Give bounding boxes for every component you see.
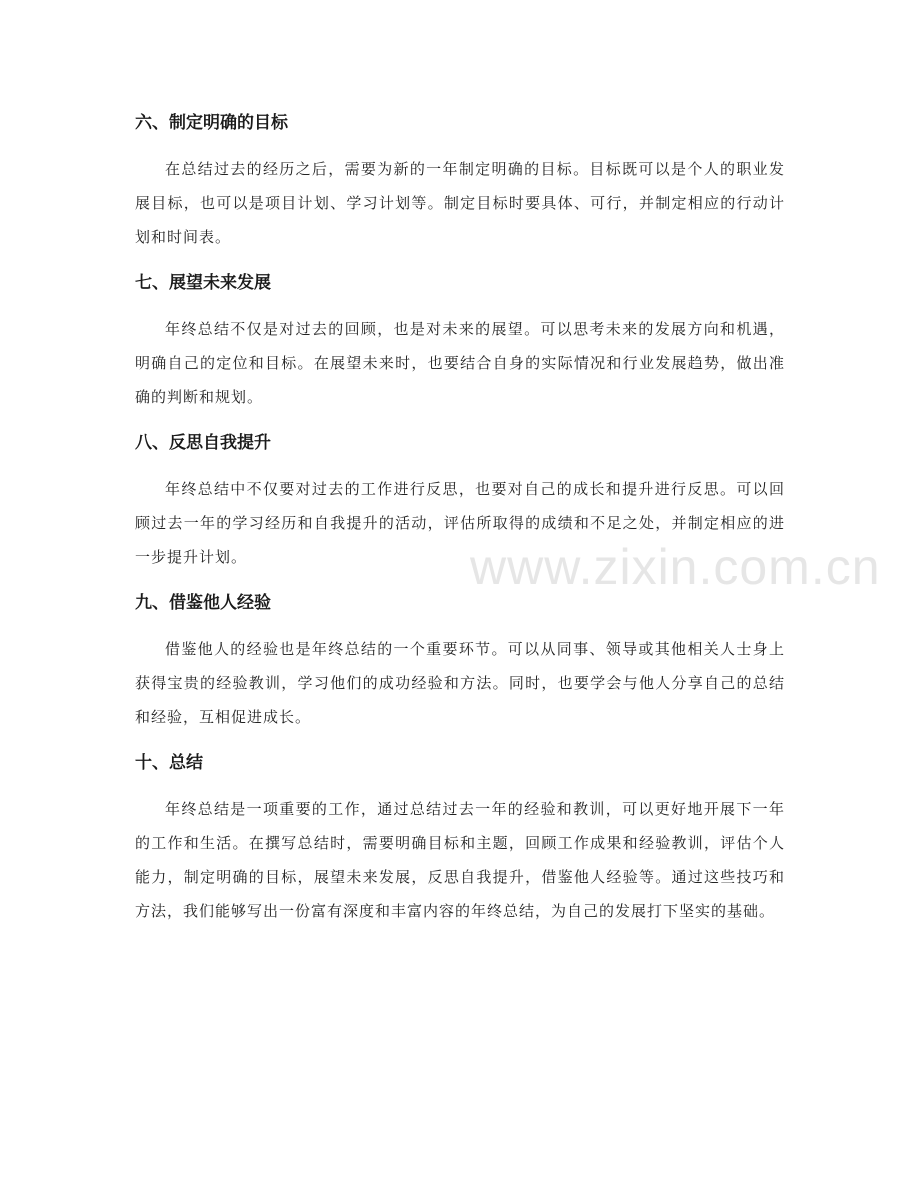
section-body-9: 借鉴他人的经验也是年终总结的一个重要环节。可以从同事、领导或其他相关人士身上获得宝贵的经验教训，学习他们的成功经验和方法。同时，也要学会与他人分享自己的总结和经验，互相促进成长。: [135, 640, 785, 726]
section-heading-7: 七、展望未来发展: [135, 273, 271, 293]
section-body-8: 年终总结中不仅要对过去的工作进行反思，也要对自己的成长和提升进行反思。可以回顾过去一年的学习经历和自我提升的活动，评估所取得的成绩和不足之处，并制定相应的进一步提升计划。: [135, 480, 785, 566]
section-heading-9: 九、借鉴他人经验: [135, 593, 271, 613]
watermark: www.zixin.com.cn: [470, 539, 881, 595]
document-page: [135, 106, 785, 940]
section-body-10: 年终总结是一项重要的工作，通过总结过去一年的经验和教训，可以更好地开展下一年的工作和生活。在撰写总结时，需要明确目标和主题，回顾工作成果和经验教训，评估个人能力，制定明确的目标，展望未来发展，反思自我提升，借鉴他人经验等。通过这些技巧和方法，我们能够写出一份富有深度和丰富内容的年终总结，为自己的发展打下坚实的基础。: [135, 800, 785, 920]
section-heading-6: 六、制定明确的目标: [135, 113, 288, 133]
section-heading-8: 八、反思自我提升: [135, 433, 271, 453]
section-heading-10: 十、总结: [135, 753, 203, 773]
section-body-7: 年终总结不仅是对过去的回顾，也是对未来的展望。可以思考未来的发展方向和机遇，明确自己的定位和目标。在展望未来时，也要结合自身的实际情况和行业发展趋势，做出准确的判断和规划。: [135, 320, 785, 406]
section-body-6: 在总结过去的经历之后，需要为新的一年制定明确的目标。目标既可以是个人的职业发展目标，也可以是项目计划、学习计划等。制定目标时要具体、可行，并制定相应的行动计划和时间表。: [135, 160, 785, 246]
